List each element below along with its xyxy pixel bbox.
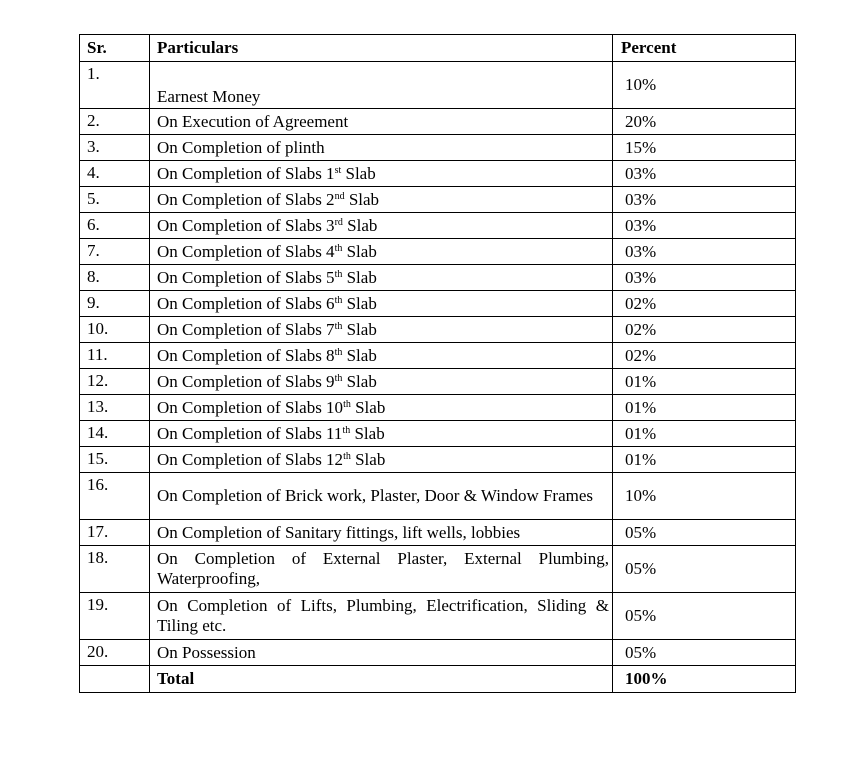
row-percent: 03% xyxy=(613,213,796,239)
row-sr: 2. xyxy=(80,109,150,135)
row-percent: 01% xyxy=(613,421,796,447)
row-particulars: On Execution of Agreement xyxy=(150,109,613,135)
table-row xyxy=(80,187,796,213)
row-sr: 9. xyxy=(80,291,150,317)
table-row xyxy=(80,161,796,187)
row-particulars: On Completion of Slabs 10th Slab xyxy=(150,395,613,421)
table-row xyxy=(80,239,796,265)
row-percent: 03% xyxy=(613,265,796,291)
header-row xyxy=(80,35,796,62)
row-sr: 12. xyxy=(80,369,150,395)
header-particulars: Particulars xyxy=(150,35,613,62)
row-particulars: On Completion of Slabs 1st Slab xyxy=(150,161,613,187)
table-row xyxy=(80,421,796,447)
row-percent: 01% xyxy=(613,369,796,395)
table-row xyxy=(80,343,796,369)
row-particulars: On Completion of Sanitary fittings, lift wells, lobbies xyxy=(150,520,613,546)
row-percent: 10% xyxy=(613,62,796,109)
row-particulars: On Completion of Slabs 5th Slab xyxy=(150,265,613,291)
row-percent: 05% xyxy=(613,640,796,666)
row-sr: 8. xyxy=(80,265,150,291)
row-percent: 10% xyxy=(613,473,796,520)
row-sr: 13. xyxy=(80,395,150,421)
row-percent: 05% xyxy=(613,520,796,546)
total-sr xyxy=(80,666,150,693)
total-label: Total xyxy=(150,666,613,693)
table-row xyxy=(80,395,796,421)
table-row xyxy=(80,520,796,546)
row-particulars: Earnest Money xyxy=(150,62,613,109)
row-percent: 03% xyxy=(613,187,796,213)
table-row xyxy=(80,447,796,473)
header-sr: Sr. xyxy=(80,35,150,62)
header-percent: Percent xyxy=(613,35,796,62)
table-row xyxy=(80,62,796,109)
table-row xyxy=(80,109,796,135)
row-particulars: On Completion of Slabs 12th Slab xyxy=(150,447,613,473)
row-particulars: On Completion of Brick work, Plaster, Door & Window Frames xyxy=(150,473,613,520)
table-row xyxy=(80,213,796,239)
row-particulars: On Completion of Slabs 11th Slab xyxy=(150,421,613,447)
row-sr: 14. xyxy=(80,421,150,447)
row-sr: 17. xyxy=(80,520,150,546)
row-sr: 1. xyxy=(80,62,150,109)
row-sr: 3. xyxy=(80,135,150,161)
row-sr: 18. xyxy=(80,546,150,593)
row-sr: 19. xyxy=(80,593,150,640)
table-row xyxy=(80,135,796,161)
row-percent: 03% xyxy=(613,161,796,187)
row-particulars: On Completion of Slabs 6th Slab xyxy=(150,291,613,317)
table-row xyxy=(80,291,796,317)
payment-schedule-table xyxy=(79,34,796,693)
row-particulars: On Completion of Slabs 9th Slab xyxy=(150,369,613,395)
row-particulars: On Completion of Slabs 3rd Slab xyxy=(150,213,613,239)
row-particulars: On Completion of plinth xyxy=(150,135,613,161)
row-particulars: On Completion of Slabs 8th Slab xyxy=(150,343,613,369)
row-percent: 02% xyxy=(613,291,796,317)
row-sr: 6. xyxy=(80,213,150,239)
row-particulars: On Completion of Slabs 2nd Slab xyxy=(150,187,613,213)
total-row xyxy=(80,666,796,693)
row-sr: 7. xyxy=(80,239,150,265)
table-row xyxy=(80,369,796,395)
row-sr: 15. xyxy=(80,447,150,473)
row-percent: 02% xyxy=(613,343,796,369)
row-particulars: On Completion of Slabs 4th Slab xyxy=(150,239,613,265)
row-particulars: On Completion of External Plaster, External Plumbing, Waterproofing, xyxy=(150,546,613,593)
row-sr: 10. xyxy=(80,317,150,343)
table-row xyxy=(80,593,796,640)
row-percent: 01% xyxy=(613,395,796,421)
table-row xyxy=(80,546,796,593)
table-row xyxy=(80,317,796,343)
row-percent: 02% xyxy=(613,317,796,343)
row-sr: 5. xyxy=(80,187,150,213)
row-percent: 20% xyxy=(613,109,796,135)
row-sr: 20. xyxy=(80,640,150,666)
row-percent: 01% xyxy=(613,447,796,473)
row-sr: 16. xyxy=(80,473,150,520)
row-sr: 4. xyxy=(80,161,150,187)
row-sr: 11. xyxy=(80,343,150,369)
row-percent: 15% xyxy=(613,135,796,161)
table-row xyxy=(80,640,796,666)
row-percent: 03% xyxy=(613,239,796,265)
row-particulars: On Possession xyxy=(150,640,613,666)
table-row xyxy=(80,473,796,520)
row-particulars: On Completion of Slabs 7th Slab xyxy=(150,317,613,343)
row-percent: 05% xyxy=(613,546,796,593)
table-row xyxy=(80,265,796,291)
row-particulars: On Completion of Lifts, Plumbing, Electrification, Sliding & Tiling etc. xyxy=(150,593,613,640)
row-percent: 05% xyxy=(613,593,796,640)
total-percent: 100% xyxy=(613,666,796,693)
